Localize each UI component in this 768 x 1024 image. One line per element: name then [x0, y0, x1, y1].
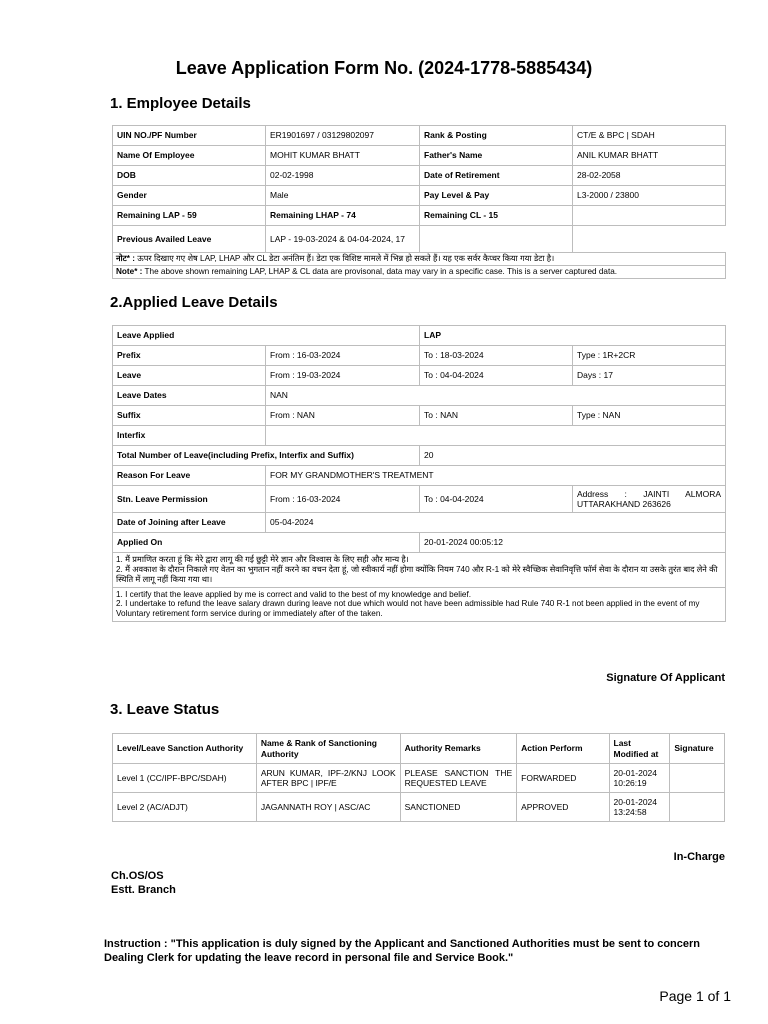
label-retirement: Date of Retirement	[420, 166, 573, 186]
section-heading-leave-status: 3. Leave Status	[110, 701, 220, 718]
value-gender: Male	[266, 186, 420, 206]
table-row	[113, 486, 726, 513]
table-row	[113, 533, 726, 553]
estt-branch-label: Estt. Branch	[111, 884, 176, 896]
label-dob: DOB	[113, 166, 266, 186]
label-previous-leave: Previous Availed Leave	[113, 226, 266, 253]
note-hindi-row	[113, 253, 726, 266]
table-row	[113, 366, 726, 386]
label-leave: Leave	[113, 366, 266, 386]
empty-cell	[420, 226, 573, 253]
note-hindi: नोट* : ऊपर दिखाए गए शेष LAP, LHAP और CL डेटा अनंतिम हैं। डेटा एक विशिष्ट मामले में भिन्न हो सकते हैं। यह एक सर्वर कैप्चर किया गया डेटा है।	[113, 253, 726, 266]
empty-cell	[573, 226, 726, 253]
signature-of-applicant: Signature Of Applicant	[606, 672, 725, 684]
status-signature	[670, 793, 725, 822]
value-retirement: 28-02-2058	[573, 166, 726, 186]
table-header-row	[113, 734, 725, 764]
table-row	[113, 226, 726, 253]
declaration-english-2: 2. I undertake to refund the leave salary drawn during leave not due which would not have been admissible had Rule 740 R-1 not been applied in the event of my Voluntary retirement form service during or immediately after of the taken.	[116, 599, 700, 619]
value-uin: ER1901697 / 03129802097	[266, 126, 420, 146]
remaining-cl: Remaining CL - 15	[420, 206, 573, 226]
value-leave-dates: NAN	[266, 386, 726, 406]
value-applied-on: 20-01-2024 00:05:12	[420, 533, 726, 553]
label-suffix: Suffix	[113, 406, 266, 426]
status-modified: 20-01-2024 10:26:19	[609, 764, 670, 793]
declaration-hindi	[113, 553, 726, 588]
empty-cell	[573, 206, 726, 226]
leave-from: From : 19-03-2024	[266, 366, 420, 386]
employee-details-table	[112, 125, 726, 279]
value-total-leave: 20	[420, 446, 726, 466]
value-name: MOHIT KUMAR BHATT	[266, 146, 420, 166]
status-signature	[670, 764, 725, 793]
table-row	[113, 186, 726, 206]
prefix-type: Type : 1R+2CR	[573, 346, 726, 366]
table-row	[113, 346, 726, 366]
declaration-english-row	[113, 587, 726, 622]
value-previous-leave: LAP - 19-03-2024 & 04-04-2024, 17	[266, 226, 420, 253]
value-leave-applied: LAP	[420, 326, 726, 346]
label-uin: UIN NO./PF Number	[113, 126, 266, 146]
applied-leave-table	[112, 325, 726, 622]
status-remarks: PLEASE SANCTION THE REQUESTED LEAVE	[400, 764, 517, 793]
label-leave-dates: Leave Dates	[113, 386, 266, 406]
status-authority: ARUN KUMAR, IPF-2/KNJ LOOK AFTER BPC | IPF/E	[256, 764, 400, 793]
declaration-hindi-row	[113, 553, 726, 588]
declaration-english	[113, 587, 726, 622]
ch-os-block	[111, 869, 176, 897]
instruction-text: Instruction : "This application is duly signed by the Applicant and Sanctioned Authorities must be sent to concern Dealing Clerk for updating the leave record in personal file and Service Book."	[104, 938, 701, 964]
suffix-type: Type : NAN	[573, 406, 726, 426]
leave-to: To : 04-04-2024	[420, 366, 573, 386]
section-heading-applied-leave: 2.Applied Leave Details	[110, 294, 278, 311]
label-interfix: Interfix	[113, 426, 266, 446]
status-level: Level 2 (AC/ADJT)	[113, 793, 257, 822]
suffix-to: To : NAN	[420, 406, 573, 426]
table-row	[113, 466, 726, 486]
section-heading-employee: 1. Employee Details	[110, 95, 251, 112]
declaration-hindi-2: 2. मैं अवकाश के दौरान निकाले गए वेतन का भुगतान नहीं करने का वचन देता हूं, जो स्वीकार्य नहीं होगा क्योंकि नियम 740 और R-1 को मेरे स्वैच्छिक सेवानिवृत्ति फॉर्म सेवा के दौरान या उसके तुरंत बाद लेने की स्थिति में लागू नहीं किया गया था।	[116, 564, 718, 584]
declaration-hindi-1: 1. मैं प्रमाणित करता हूं कि मेरे द्वारा लागू की गई छुट्टी मेरे ज्ञान और विश्वास के लिए सही और मान्य है।	[116, 555, 409, 564]
value-reason: FOR MY GRANDMOTHER'S TREATMENT	[266, 466, 726, 486]
label-gender: Gender	[113, 186, 266, 206]
header-signature: Signature	[670, 734, 725, 764]
prefix-to: To : 18-03-2024	[420, 346, 573, 366]
label-joining: Date of Joining after Leave	[113, 513, 266, 533]
label-name: Name Of Employee	[113, 146, 266, 166]
status-authority: JAGANNATH ROY | ASC/AC	[256, 793, 400, 822]
label-applied-on: Applied On	[113, 533, 420, 553]
table-row	[113, 166, 726, 186]
status-action: APPROVED	[517, 793, 609, 822]
leave-status-table	[112, 733, 725, 822]
stn-address: Address : JAINTI ALMORA UTTARAKHAND 263626	[573, 486, 726, 513]
note-english-row	[113, 265, 726, 278]
remaining-lap: Remaining LAP - 59	[113, 206, 266, 226]
label-leave-applied: Leave Applied	[113, 326, 420, 346]
table-row	[113, 426, 726, 446]
status-action: FORWARDED	[517, 764, 609, 793]
label-reason: Reason For Leave	[113, 466, 266, 486]
header-remarks: Authority Remarks	[400, 734, 517, 764]
in-charge-label: In-Charge	[673, 851, 725, 863]
table-row	[113, 406, 726, 426]
header-name-rank: Name & Rank of Sanctioning Authority	[256, 734, 400, 764]
table-row	[113, 446, 726, 466]
status-level: Level 1 (CC/IPF-BPC/SDAH)	[113, 764, 257, 793]
value-interfix	[266, 426, 726, 446]
label-father: Father's Name	[420, 146, 573, 166]
table-row	[113, 764, 725, 793]
chos-label: Ch.OS/OS	[111, 870, 164, 882]
table-row	[113, 386, 726, 406]
status-remarks: SANCTIONED	[400, 793, 517, 822]
note-english: Note* : The above shown remaining LAP, LHAP & CL data are provisonal, data may vary in a specific case. This is a server captured data.	[113, 265, 726, 278]
header-last-modified: Last Modified at	[609, 734, 670, 764]
table-row	[113, 793, 725, 822]
remaining-lhap: Remaining LHAP - 74	[266, 206, 420, 226]
label-stn-permission: Stn. Leave Permission	[113, 486, 266, 513]
page-number: Page 1 of 1	[659, 988, 731, 1004]
leave-days: Days : 17	[573, 366, 726, 386]
header-action: Action Perform	[517, 734, 609, 764]
stn-from: From : 16-03-2024	[266, 486, 420, 513]
table-row	[113, 326, 726, 346]
table-row	[113, 126, 726, 146]
header-level: Level/Leave Sanction Authority	[113, 734, 257, 764]
label-pay: Pay Level & Pay	[420, 186, 573, 206]
value-pay: L3-2000 / 23800	[573, 186, 726, 206]
suffix-from: From : NAN	[266, 406, 420, 426]
stn-to: To : 04-04-2024	[420, 486, 573, 513]
value-dob: 02-02-1998	[266, 166, 420, 186]
declaration-english-1: 1. I certify that the leave applied by me is correct and valid to the best of my knowledge and belief.	[116, 589, 471, 599]
label-rank: Rank & Posting	[420, 126, 573, 146]
table-row	[113, 206, 726, 226]
label-total-leave: Total Number of Leave(including Prefix, Interfix and Suffix)	[113, 446, 420, 466]
prefix-from: From : 16-03-2024	[266, 346, 420, 366]
label-prefix: Prefix	[113, 346, 266, 366]
value-father: ANIL KUMAR BHATT	[573, 146, 726, 166]
table-row	[113, 146, 726, 166]
form-title: Leave Application Form No. (2024-1778-5885434)	[175, 58, 593, 78]
status-modified: 20-01-2024 13:24:58	[609, 793, 670, 822]
value-joining: 05-04-2024	[266, 513, 726, 533]
table-row	[113, 513, 726, 533]
value-rank: CT/E & BPC | SDAH	[573, 126, 726, 146]
